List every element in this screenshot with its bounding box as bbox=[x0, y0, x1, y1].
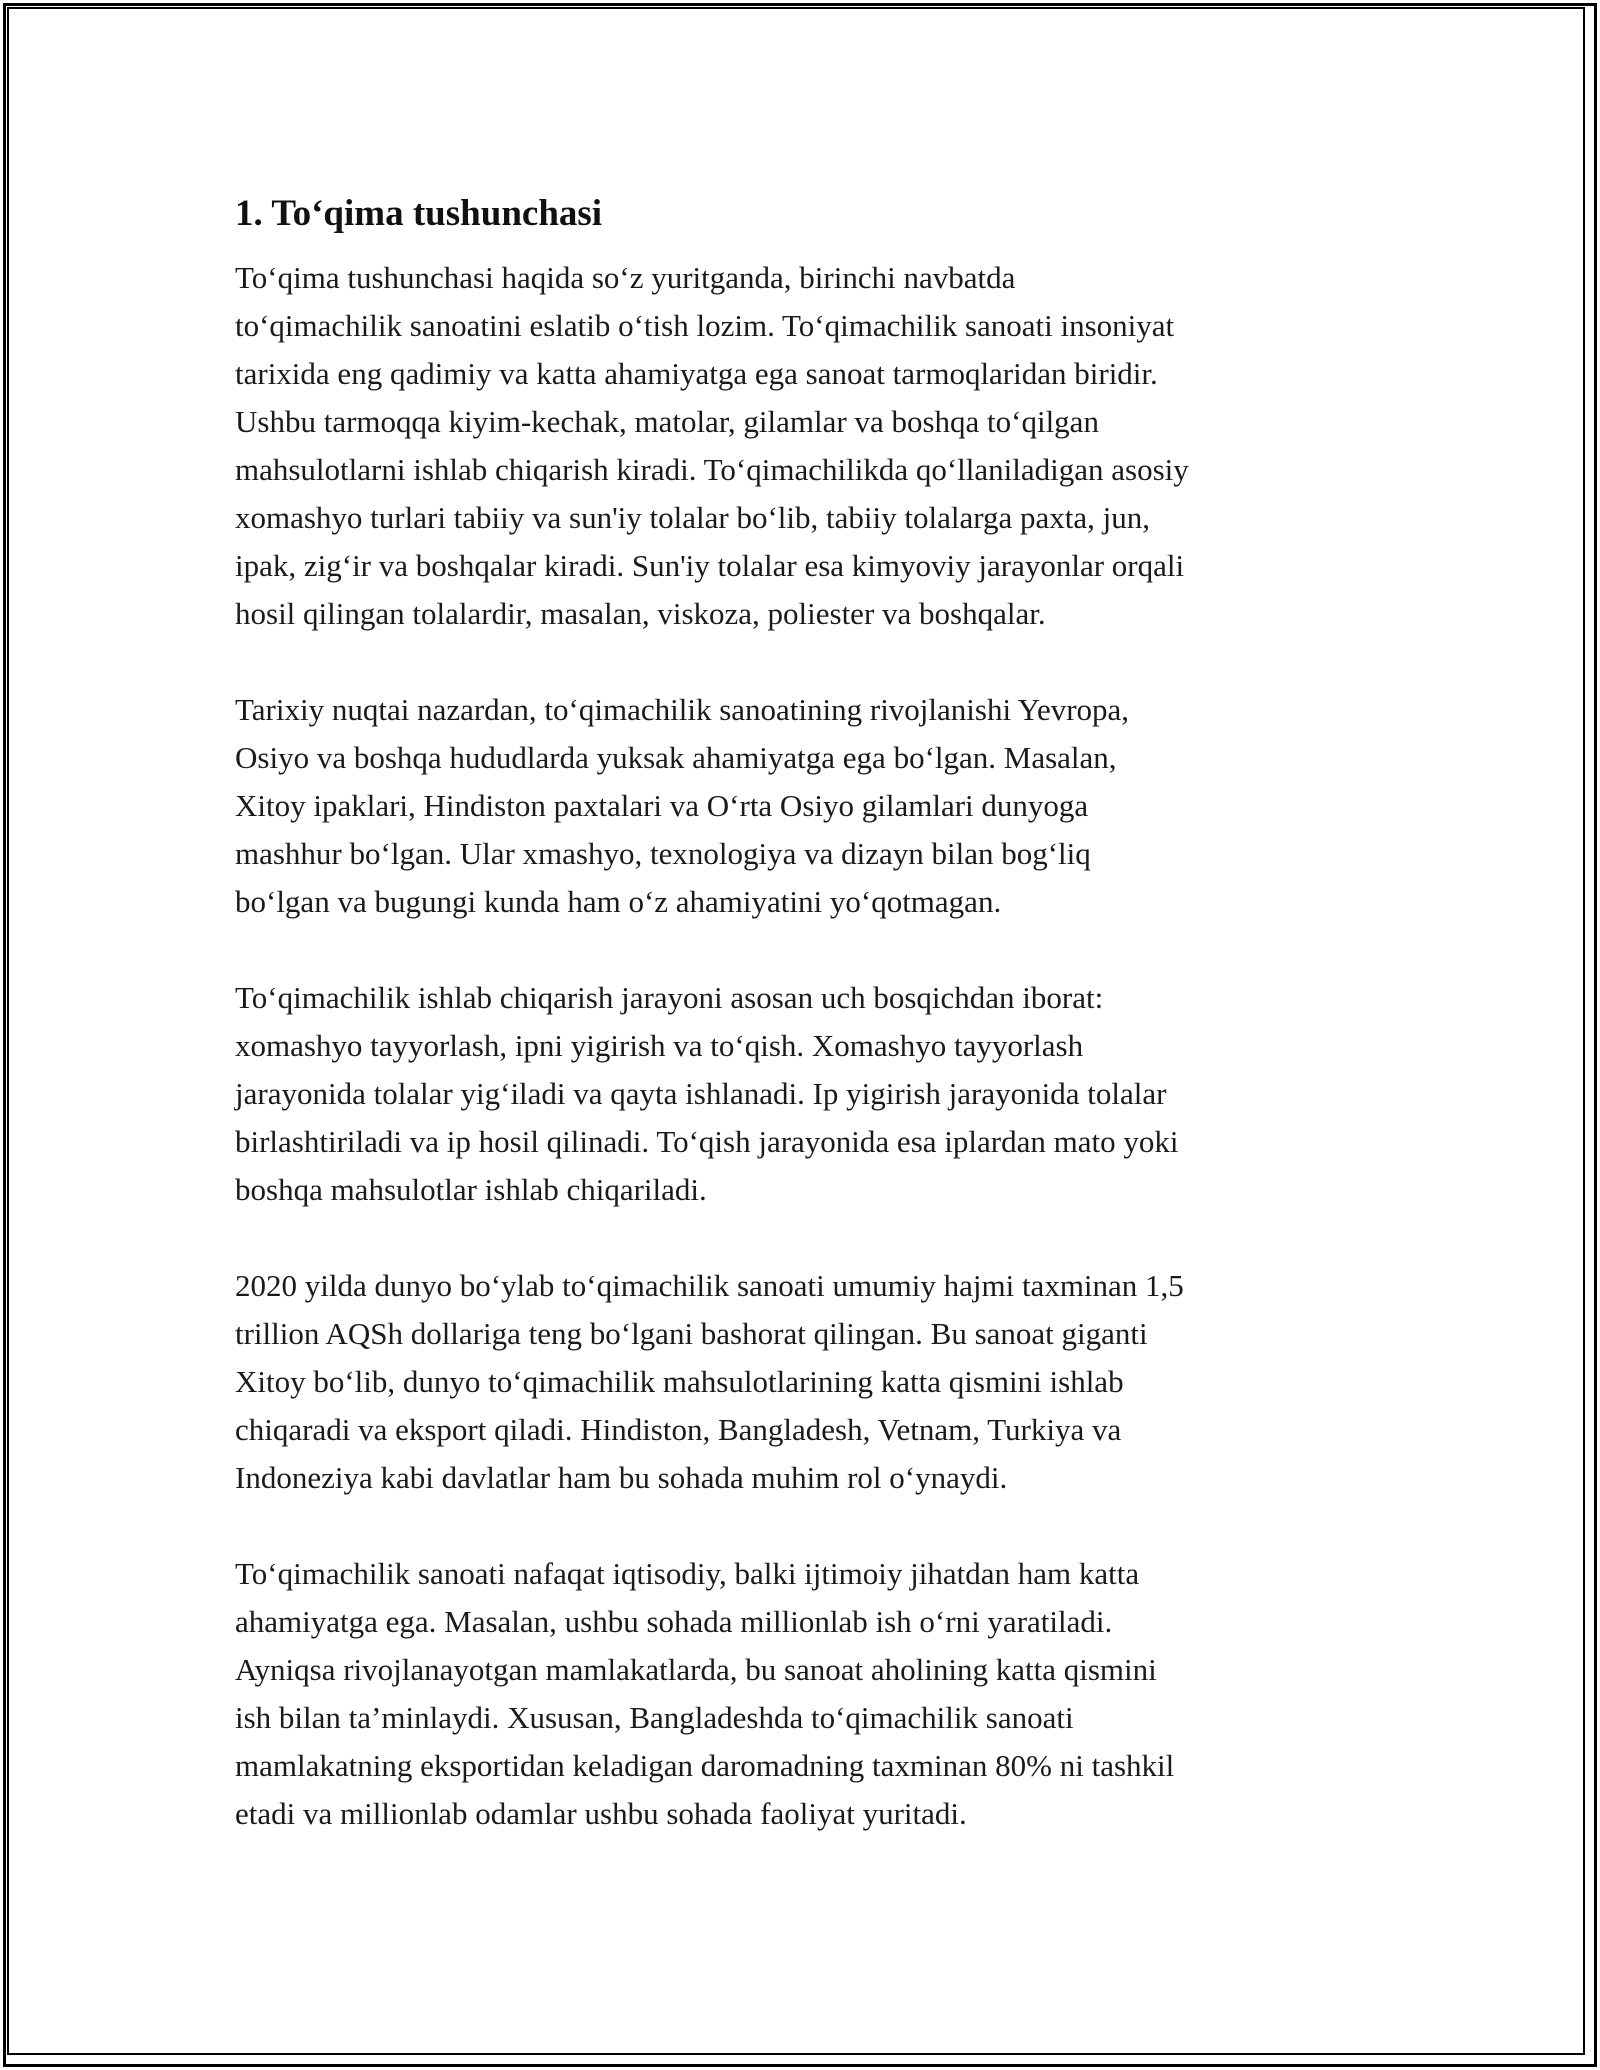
text-line: hosil qilingan tolalardir, masalan, viskoza, poliester va boshqalar. bbox=[235, 596, 1046, 631]
text-line: Ayniqsa rivojlanayotgan mamlakatlarda, bu sanoat aholining katta qismini bbox=[235, 1652, 1157, 1687]
text-line: ahamiyatga ega. Masalan, ushbu sohada millionlab ish o‘rni yaratiladi. bbox=[235, 1604, 1113, 1639]
document-body bbox=[235, 188, 1375, 1886]
paragraph-1 bbox=[235, 254, 1375, 638]
section-heading: 1. To‘qima tushunchasi bbox=[235, 193, 603, 234]
text-line: Ushbu tarmoqqa kiyim-kechak, matolar, gilamlar va boshqa to‘qilgan bbox=[235, 404, 1099, 439]
text-line: To‘qimachilik sanoati nafaqat iqtisodiy, balki ijtimoiy jihatdan ham katta bbox=[235, 1556, 1140, 1591]
text-line: boshqa mahsulotlar ishlab chiqariladi. bbox=[235, 1172, 707, 1207]
text-line: Tarixiy nuqtai nazardan, to‘qimachilik sanoatining rivojlanishi Yevropa, bbox=[235, 692, 1130, 727]
text-line: mashhur bo‘lgan. Ular xmashyo, texnologiya va dizayn bilan bog‘liq bbox=[235, 836, 1091, 871]
text-line: ish bilan ta’minlaydi. Xususan, Bangladeshda to‘qimachilik sanoati bbox=[235, 1700, 1074, 1735]
text-line: to‘qimachilik sanoatini eslatib o‘tish lozim. To‘qimachilik sanoati insoniyat bbox=[235, 308, 1175, 343]
text-line: Xitoy bo‘lib, dunyo to‘qimachilik mahsulotlarining katta qismini ishlab bbox=[235, 1364, 1124, 1399]
text-line: xomashyo tayyorlash, ipni yigirish va to‘qish. Xomashyo tayyorlash bbox=[235, 1028, 1084, 1063]
text-line: mamlakatning eksportidan keladigan daromadning taxminan 80% ni tashkil bbox=[235, 1748, 1175, 1783]
paragraph-5 bbox=[235, 1550, 1375, 1838]
text-line: mahsulotlarni ishlab chiqarish kiradi. To‘qimachilikda qo‘llaniladigan asosiy bbox=[235, 452, 1189, 487]
text-line: Indoneziya kabi davlatlar ham bu sohada muhim rol o‘ynaydi. bbox=[235, 1460, 1008, 1495]
paragraph-4 bbox=[235, 1262, 1375, 1502]
paragraph-3 bbox=[235, 974, 1375, 1214]
text-line: 2020 yilda dunyo bo‘ylab to‘qimachilik sanoati umumiy hajmi taxminan 1,5 bbox=[235, 1268, 1184, 1303]
paragraph-2 bbox=[235, 686, 1375, 926]
text-line: Osiyo va boshqa hududlarda yuksak ahamiyatga ega bo‘lgan. Masalan, bbox=[235, 740, 1117, 775]
text-line: Xitoy ipaklari, Hindiston paxtalari va O‘rta Osiyo gilamlari dunyoga bbox=[235, 788, 1089, 823]
text-line: etadi va millionlab odamlar ushbu sohada faoliyat yuritadi. bbox=[235, 1796, 967, 1831]
text-line: bo‘lgan va bugungi kunda ham o‘z ahamiyatini yo‘qotmagan. bbox=[235, 884, 1002, 919]
text-line: tarixida eng qadimiy va katta ahamiyatga ega sanoat tarmoqlaridan biridir. bbox=[235, 356, 1158, 391]
text-line: jarayonida tolalar yig‘iladi va qayta ishlanadi. Ip yigirish jarayonida tolalar bbox=[235, 1076, 1167, 1111]
text-line: birlashtiriladi va ip hosil qilinadi. To‘qish jarayonida esa iplardan mato yoki bbox=[235, 1124, 1179, 1159]
text-line: To‘qimachilik ishlab chiqarish jarayoni asosan uch bosqichdan iborat: bbox=[235, 980, 1104, 1015]
text-line: chiqaradi va eksport qiladi. Hindiston, Bangladesh, Vetnam, Turkiya va bbox=[235, 1412, 1122, 1447]
text-line: xomashyo turlari tabiiy va sun'iy tolalar bo‘lib, tabiiy tolalarga paxta, jun, bbox=[235, 500, 1150, 535]
text-line: trillion AQSh dollariga teng bo‘lgani bashorat qilingan. Bu sanoat giganti bbox=[235, 1316, 1148, 1351]
text-line: ipak, zig‘ir va boshqalar kiradi. Sun'iy tolalar esa kimyoviy jarayonlar orqali bbox=[235, 548, 1185, 583]
text-line: To‘qima tushunchasi haqida so‘z yuritganda, birinchi navbatda bbox=[235, 260, 1016, 295]
